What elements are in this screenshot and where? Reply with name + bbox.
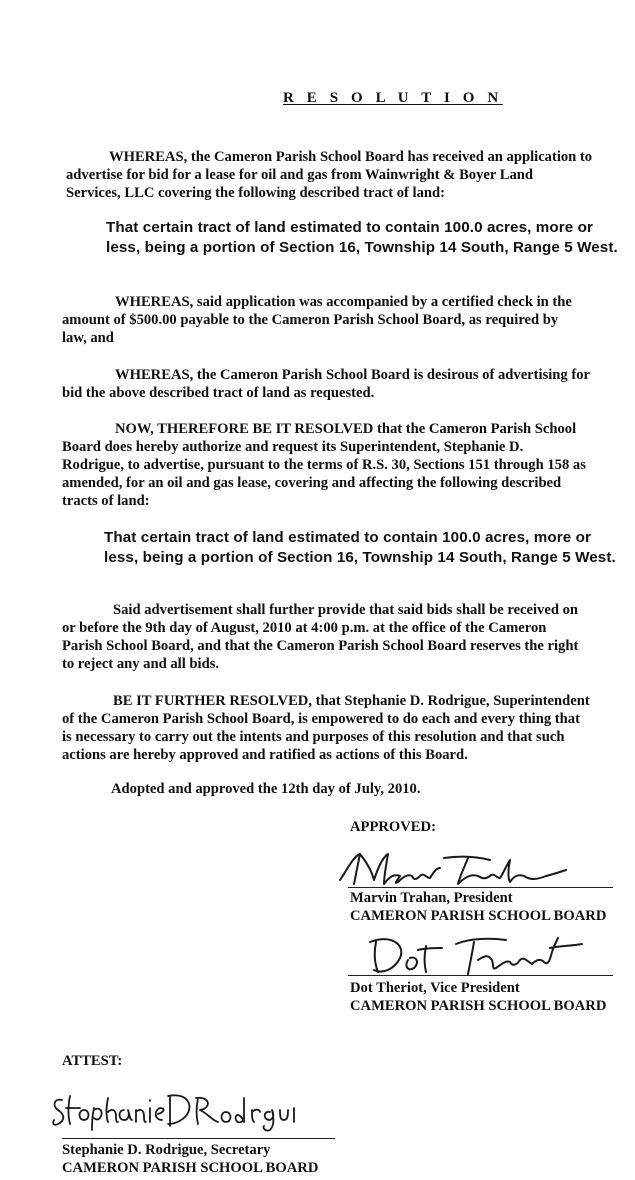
adopted-date: Adopted and approved the 12th day of July, 2010.: [111, 781, 421, 797]
vice-president-name-title: Dot Theriot, Vice President: [350, 980, 520, 996]
paragraph-line: is necessary to carry out the intents and purposes of this resolution and that such: [62, 729, 565, 745]
paragraph-line: or before the 9th day of August, 2010 at 4:00 p.m. at the office of the Cameron: [62, 620, 547, 636]
vice-president-signature: [360, 930, 590, 980]
paragraph-line: Rodrigue, to advertise, pursuant to the terms of R.S. 30, Sections 151 through 158 as: [62, 457, 586, 473]
tract-line: That certain tract of land estimated to contain 100.0 acres, more or: [106, 219, 594, 236]
paragraph-line: amount of $500.00 payable to the Cameron Parish School Board, as required by: [62, 312, 559, 328]
paragraph-line: Parish School Board, and that the Cameron Parish School Board reserves the right: [62, 638, 579, 654]
paragraph-line: to reject any and all bids.: [62, 656, 220, 672]
paragraph-line: Said advertisement shall further provide that said bids shall be received on: [113, 602, 579, 618]
paragraph-line: tracts of land:: [62, 493, 150, 509]
president-name-title: Marvin Trahan, President: [350, 890, 513, 906]
president-signature: [334, 846, 574, 890]
paragraph-line: law, and: [62, 330, 114, 346]
paragraph-line: amended, for an oil and gas lease, covering and affecting the following described: [62, 475, 562, 491]
secretary-signature: [48, 1086, 298, 1132]
paragraph-line: WHEREAS, the Cameron Parish School Board has received an application to: [109, 149, 593, 165]
paragraph-line: NOW, THEREFORE BE IT RESOLVED that the Cameron Parish School: [115, 421, 577, 437]
paragraph-line: advertise for bid for a lease for oil and gas from Wainwright & Boyer Land: [66, 167, 534, 183]
document-title: R E S O L U T I O N: [283, 90, 503, 106]
paragraph-line: of the Cameron Parish School Board, is empowered to do each and every thing that: [62, 711, 580, 727]
tract-line: less, being a portion of Section 16, Township 14 South, Range 5 West.: [106, 239, 618, 256]
paragraph-line: BE IT FURTHER RESOLVED, that Stephanie D. Rodrigue, Superintendent: [113, 693, 590, 709]
secretary-signature-line: [62, 1138, 335, 1139]
president-organization: CAMERON PARISH SCHOOL BOARD: [350, 908, 607, 924]
attest-label: ATTEST:: [62, 1053, 123, 1069]
paragraph-line: Board does hereby authorize and request its Superintendent, Stephanie D.: [62, 439, 524, 455]
vice-president-organization: CAMERON PARISH SCHOOL BOARD: [350, 998, 607, 1014]
paragraph-line: WHEREAS, said application was accompanied by a certified check in the: [115, 294, 572, 310]
approved-label: APPROVED:: [350, 819, 436, 835]
secretary-organization: CAMERON PARISH SCHOOL BOARD: [62, 1160, 319, 1176]
president-signature-line: [348, 887, 613, 888]
paragraph-line: WHEREAS, the Cameron Parish School Board is desirous of advertising for: [115, 367, 590, 383]
secretary-name-title: Stephanie D. Rodrigue, Secretary: [62, 1142, 271, 1158]
tract-line: less, being a portion of Section 16, Township 14 South, Range 5 West.: [104, 549, 616, 566]
tract-line: That certain tract of land estimated to contain 100.0 acres, more or: [104, 529, 592, 546]
vice-president-signature-line: [348, 975, 613, 976]
paragraph-line: bid the above described tract of land as requested.: [62, 385, 375, 401]
paragraph-line: Services, LLC covering the following described tract of land:: [66, 185, 445, 201]
paragraph-line: actions are hereby approved and ratified as actions of this Board.: [62, 747, 468, 763]
